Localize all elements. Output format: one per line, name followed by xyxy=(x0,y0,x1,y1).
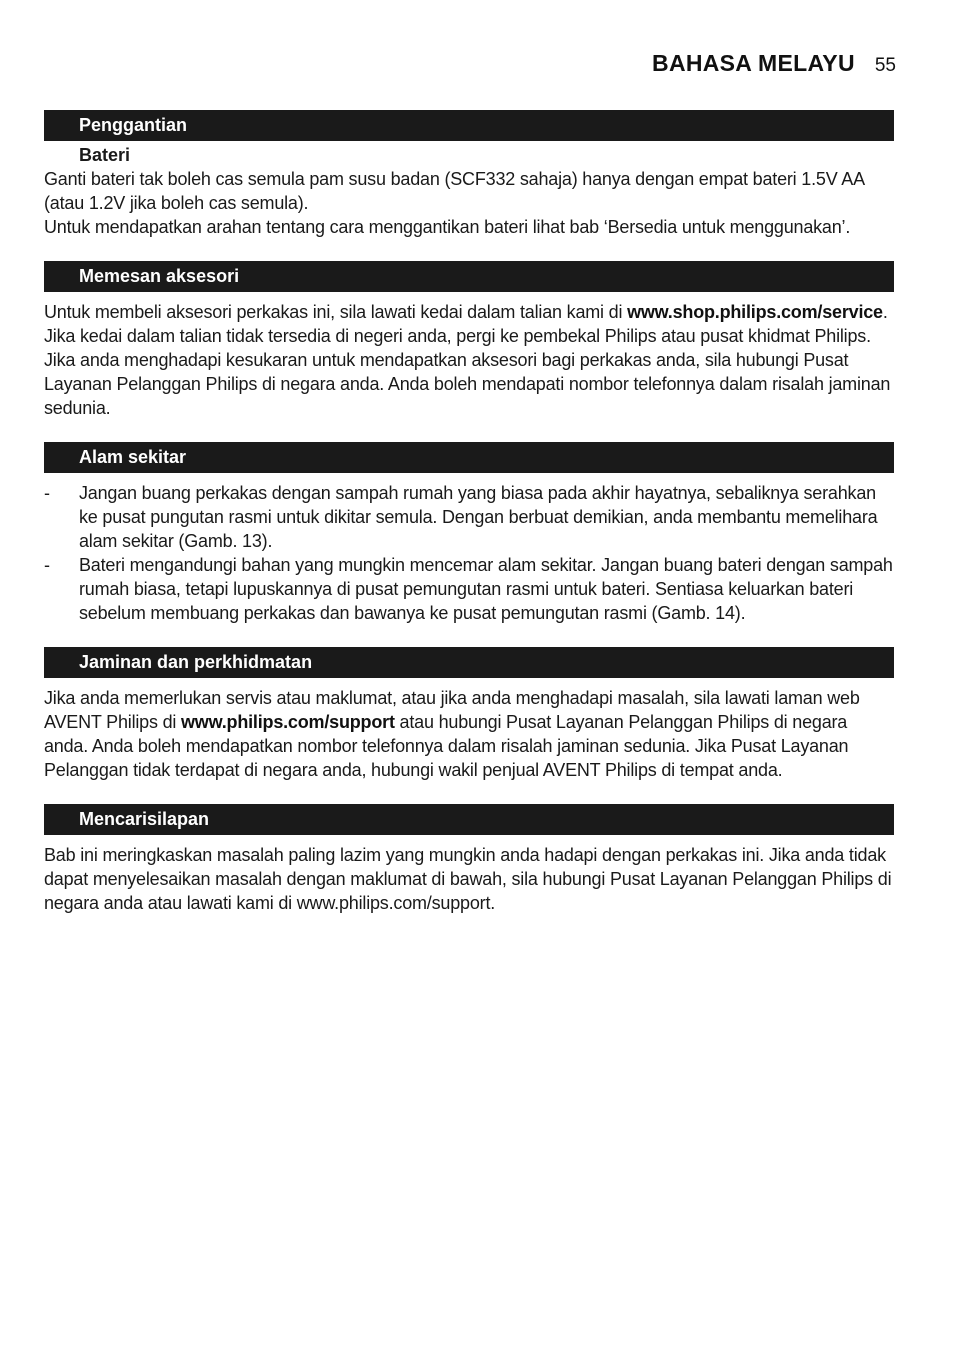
support-link[interactable]: www.philips.com/support xyxy=(181,712,395,732)
page-header xyxy=(652,50,896,77)
paragraph: Ganti bateri tak boleh cas semula pam susu badan (SCF332 sahaja) hanya dengan empat bateri 1.5V AA (atau 1.2V jika boleh cas semula). xyxy=(44,169,864,213)
paragraph-text: atau hubungi Pusat Layanan Pelanggan Philips di negara anda. Anda boleh mendapatkan nombor telefonnya dalam risalah jaminan sedunia. Jika Pusat Layanan Pelanggan tidak terdapat di negara anda, hubungi wakil penjual AVENT Philips di tempat anda. xyxy=(44,712,849,780)
bullet-dash: - xyxy=(44,555,50,575)
list-item xyxy=(44,481,894,553)
subheading-battery: Bateri xyxy=(79,145,131,165)
section-heading-environment: Alam sekitar xyxy=(44,442,894,473)
section-heading-troubleshooting: Mencarisilapan xyxy=(44,804,894,835)
paragraph xyxy=(44,300,894,420)
section-heading-guarantee: Jaminan dan perkhidmatan xyxy=(44,647,894,678)
bullet-dash: - xyxy=(44,483,50,503)
section-accessories xyxy=(44,261,894,420)
section-guarantee xyxy=(44,647,894,782)
section-heading-accessories: Memesan aksesori xyxy=(44,261,894,292)
list-item xyxy=(44,553,894,625)
section-environment xyxy=(44,442,894,625)
page-number: 55 xyxy=(874,55,896,76)
paragraph-text: . Jika kedai dalam talian tidak tersedia di negeri anda, pergi ke pembekal Philips atau pusat khidmat Philips. Jika anda menghadapi kesukaran untuk mendapatkan aksesori bagi perkakas anda, sila hubungi Pusat Layanan Pelanggan Philips di negara anda. Anda boleh mendapati nombor telefonnya dalam risalah jaminan sedunia. xyxy=(44,302,891,418)
section-replacement xyxy=(44,110,894,239)
list-item-text: Bateri mengandungi bahan yang mungkin mencemar alam sekitar. Jangan buang bateri dengan sampah rumah biasa, tetapi lupuskannya di pusat pemungutan rasmi untuk bateri. Sentiasa keluarkan bateri sebelum membuang perkakas dan bawanya ke pusat pemungutan rasmi (Gamb. 14). xyxy=(79,555,893,623)
bullet-list xyxy=(44,481,894,625)
shop-link[interactable]: www.shop.philips.com/service xyxy=(627,302,883,322)
paragraph: Untuk mendapatkan arahan tentang cara menggantikan bateri lihat bab ‘Bersedia untuk menggunakan’. xyxy=(44,217,851,237)
paragraph-text: Untuk membeli aksesori perkakas ini, sila lawati kedai dalam talian kami di xyxy=(44,302,628,322)
document-body xyxy=(44,110,894,937)
section-heading-replacement: Penggantian xyxy=(44,110,894,141)
section-troubleshooting xyxy=(44,804,894,915)
list-item-text: Jangan buang perkakas dengan sampah rumah yang biasa pada akhir hayatnya, sebaliknya serahkan ke pusat pungutan rasmi untuk dikitar semula. Dengan berbuat demikian, anda membantu memelihara alam sekitar (Gamb. 13). xyxy=(79,483,878,551)
paragraph xyxy=(44,686,894,782)
paragraph: Bab ini meringkaskan masalah paling lazim yang mungkin anda hadapi dengan perkakas ini. Jika anda tidak dapat menyelesaikan masalah dengan maklumat di bawah, sila hubungi Pusat Layanan Pelanggan Philips di negara anda atau lawati kami di www.philips.com/support. xyxy=(44,845,892,913)
language-title: BAHASA MELAYU xyxy=(652,50,855,76)
paragraph-text: Jika anda memerlukan servis atau maklumat, atau jika anda menghadapi masalah, sila lawati laman web AVENT Philips di xyxy=(44,688,860,732)
